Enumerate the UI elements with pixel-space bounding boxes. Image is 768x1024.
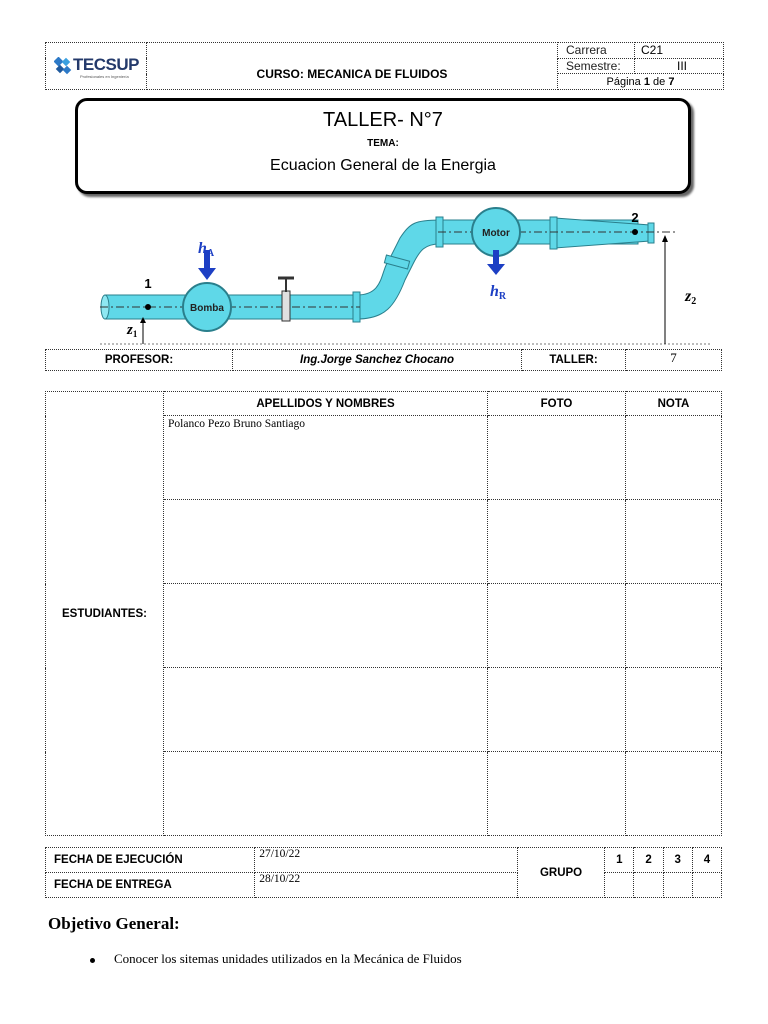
valve-body [282,291,290,321]
objetivo-title: Objetivo General: [48,914,180,933]
student-grade [626,668,722,752]
student-photo [488,500,626,584]
point-1-label: 1 [144,276,152,291]
semestre-label: Semestre: [558,58,635,74]
student-name [164,668,488,752]
profesor-label: PROFESOR: [46,350,233,371]
pipe-system-diagram [95,198,715,348]
page-indicator [558,74,724,90]
grupo-check [692,873,721,898]
page-total: 7 [668,75,675,88]
elbow-pipe [357,220,440,319]
z2-arrow-head [662,235,668,242]
fecha-ejecucion-value: 27/10/22 [255,848,518,873]
student-photo [488,668,626,752]
fecha-entrega-label: FECHA DE ENTREGA [46,873,255,898]
dates-table [45,847,722,898]
col-header-foto: FOTO [488,392,626,416]
grupo-number: 3 [663,848,692,873]
col-header-names: APELLIDOS Y NOMBRES [164,392,488,416]
z1-label: $z_1$ [127,322,138,339]
bullet-icon [90,958,95,963]
taller-label: TALLER: [522,350,626,371]
tema-label: TEMA: [367,138,399,149]
grupo-check [634,873,663,898]
page-number: 1 [643,75,650,88]
point-2-label: 2 [631,210,639,225]
logo-cell [46,43,147,90]
tecsup-logo [46,43,146,89]
carrera-label: Carrera [558,43,635,59]
students-label: ESTUDIANTES: [46,392,164,836]
course-title: CURSO: MECANICA DE FLUIDOS [147,43,558,90]
profesor-row [45,349,722,371]
pump-label: Bomba [190,303,224,314]
hr-arrow-shaft [493,250,499,264]
student-name [164,584,488,668]
student-grade [626,416,722,500]
flange [550,217,557,249]
hr-label: hR [490,283,507,302]
grupo-check [663,873,692,898]
grupo-number: 4 [692,848,721,873]
ha-arrow-head [198,268,216,280]
grupo-number: 2 [634,848,663,873]
ha-label: hA [198,240,215,259]
grupo-label: GRUPO [517,848,605,898]
title-box [75,98,691,194]
logo-subtitle: Profesionales en Ingeniería [80,74,129,79]
grupo-number: 1 [605,848,634,873]
point-2-marker [632,229,638,235]
grupo-check [605,873,634,898]
hr-arrow-head [487,264,505,275]
document-header [45,42,724,90]
student-name: Polanco Pezo Bruno Santiago [164,416,488,500]
profesor-name: Ing.Jorge Sanchez Chocano [233,350,522,371]
fecha-entrega-value: 28/10/22 [255,873,518,898]
student-grade [626,752,722,836]
student-photo [488,752,626,836]
list-item [90,951,462,967]
student-photo [488,416,626,500]
outlet-flange [648,223,654,243]
student-grade [626,500,722,584]
student-name [164,752,488,836]
subject-title: Ecuacion General de la Energia [270,157,496,174]
point-1-marker [145,304,151,310]
carrera-value: C21 [635,43,724,59]
col-header-nota: NOTA [626,392,722,416]
students-table [45,391,722,836]
fecha-ejecucion-label: FECHA DE EJECUCIÓN [46,848,255,873]
taller-value: 7 [626,350,722,371]
tecsup-logo-icon [54,57,72,75]
page-de: de [649,75,669,88]
objetivo-text: Conocer los sitemas unidades utilizados en la Mecánica de Fluidos [114,951,462,966]
student-photo [488,584,626,668]
student-grade [626,584,722,668]
logo-text: TECSUP [73,55,139,74]
z2-label: z2 [685,288,697,307]
semestre-value: III [635,58,724,74]
page-prefix: Página [606,75,644,88]
page-title: TALLER- N°7 [323,109,443,131]
student-name [164,500,488,584]
motor-label: Motor [482,228,510,239]
